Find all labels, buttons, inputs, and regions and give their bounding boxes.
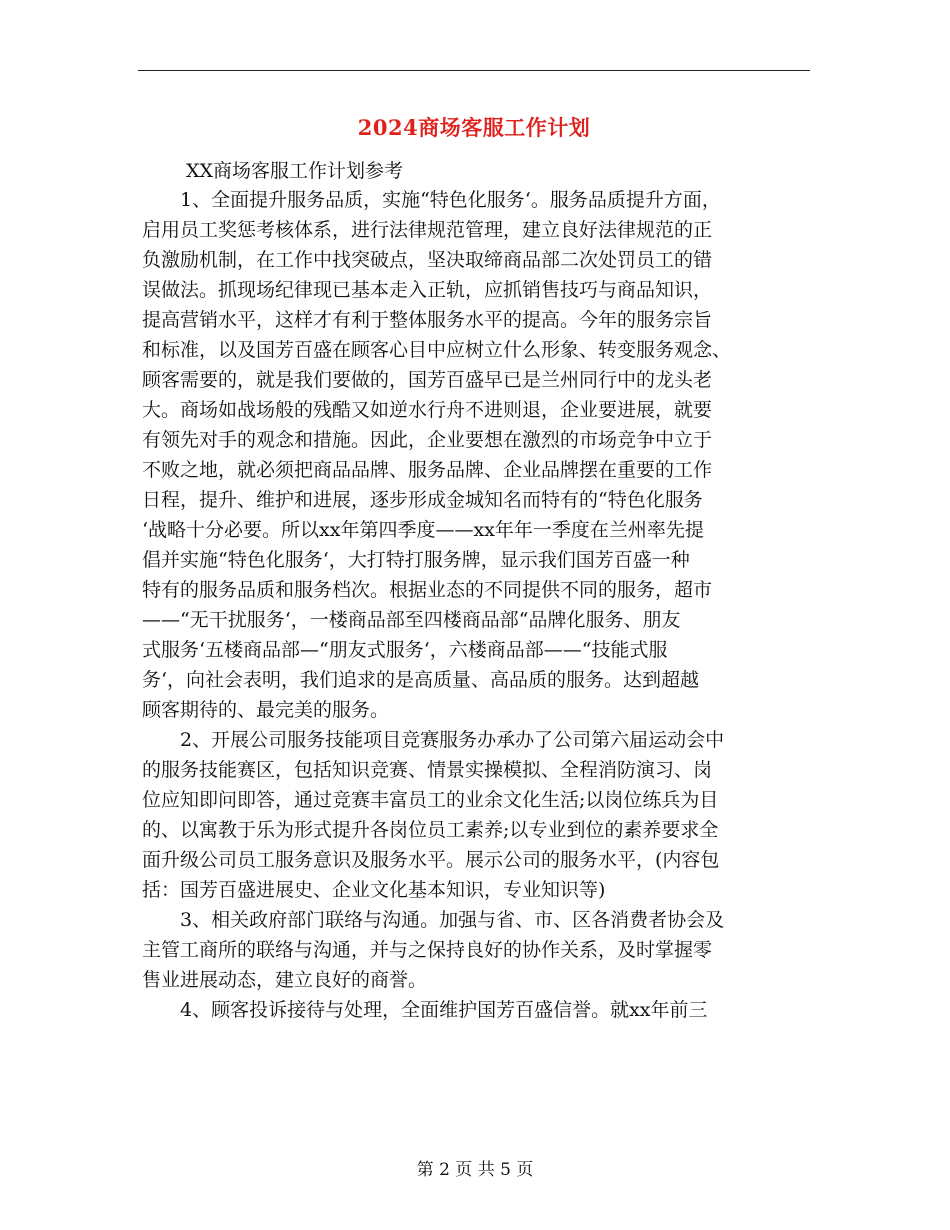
text-line: 括：国芳百盛进展史、企业文化基本知识，专业知识等) (142, 879, 606, 901)
text-line: 日程，提升、维护和进展，逐步形成金城知名而特有的“特色化服务 (142, 489, 703, 511)
text-line: 位应知即问即答，通过竞赛丰富员工的业余文化生活;以岗位练兵为目 (142, 789, 719, 811)
text-line: 误做法。抓现场纪律现已基本走入正轨，应抓销售技巧与商品知识， (142, 279, 713, 301)
text-line: ‘战略十分必要。所以xx年第四季度——xx年年一季度在兰州率先提 (142, 519, 704, 541)
text-line: 负激励机制，在工作中找突破点，坚决取缔商品部二次处罚员工的错 (142, 249, 713, 271)
text-line: 式服务‘五楼商品部—“朋友式服务‘，六楼商品部——“技能式服 (142, 639, 668, 661)
paragraph-2 (142, 725, 812, 905)
text-line: 大。商场如战场般的残酷又如逆水行舟不进则退，企业要进展，就要 (142, 399, 713, 421)
text-line: 启用员工奖惩考核体系，进行法律规范管理，建立良好法律规范的正 (142, 219, 713, 241)
text-line: 不败之地，就必须把商品品牌、服务品牌、企业品牌摆在重要的工作 (142, 459, 713, 481)
document-subtitle: XX商场客服工作计划参考 (186, 160, 404, 182)
text-line: ——“无干扰服务‘，一楼商品部至四楼商品部“品牌化服务、朋友 (142, 609, 681, 631)
page-footer: 第 2 页 共 5 页 (416, 1160, 534, 1180)
text-line: 2、开展公司服务技能项目竞赛服务办承办了公司第六届运动会中 (142, 729, 725, 751)
text-line: 倡并实施“特色化服务‘，大打特打服务牌，显示我们国芳百盛一种 (142, 549, 690, 571)
paragraph-1 (142, 185, 812, 725)
text-line: 3、相关政府部门联络与沟通。加强与省、市、区各消费者协会及 (142, 909, 725, 931)
text-line: 面升级公司员工服务意识及服务水平。展示公司的服务水平，(内容包 (142, 849, 720, 871)
text-line: 顾客需要的，就是我们要做的，国芳百盛早已是兰州同行中的龙头老 (142, 369, 713, 391)
document-title: 2024商场客服工作计划 (357, 115, 591, 140)
text-line: 务‘，向社会表明，我们追求的是高质量、高品质的服务。达到超越 (142, 669, 700, 691)
text-line: 的服务技能赛区，包括知识竞赛、情景实操模拟、全程消防演习、岗 (142, 759, 713, 781)
document-body (142, 185, 812, 1025)
text-line: 的、以寓教于乐为形式提升各岗位员工素养;以专业到位的素养要求全 (142, 819, 719, 841)
text-line: 1、全面提升服务品质，实施“特色化服务‘。服务品质提升方面， (142, 189, 721, 211)
paragraph-3 (142, 905, 812, 995)
text-line: 顾客期待的、最完美的服务。 (142, 699, 390, 721)
header-rule (138, 70, 810, 71)
text-line: 和标准，以及国芳百盛在顾客心目中应树立什么形象、转变服务观念、 (142, 339, 732, 361)
text-line: 有领先对手的观念和措施。因此，企业要想在激烈的市场竞争中立于 (142, 429, 713, 451)
text-line: 售业进展动态，建立良好的商誉。 (142, 969, 428, 991)
text-line: 提高营销水平，这样才有利于整体服务水平的提高。今年的服务宗旨 (142, 309, 713, 331)
text-line: 4、顾客投诉接待与处理，全面维护国芳百盛信誉。就xx年前三 (142, 999, 708, 1021)
paragraph-4 (142, 995, 812, 1025)
text-line: 特有的服务品质和服务档次。根据业态的不同提供不同的服务，超市 (142, 579, 713, 601)
text-line: 主管工商所的联络与沟通，并与之保持良好的协作关系，及时掌握零 (142, 939, 713, 961)
